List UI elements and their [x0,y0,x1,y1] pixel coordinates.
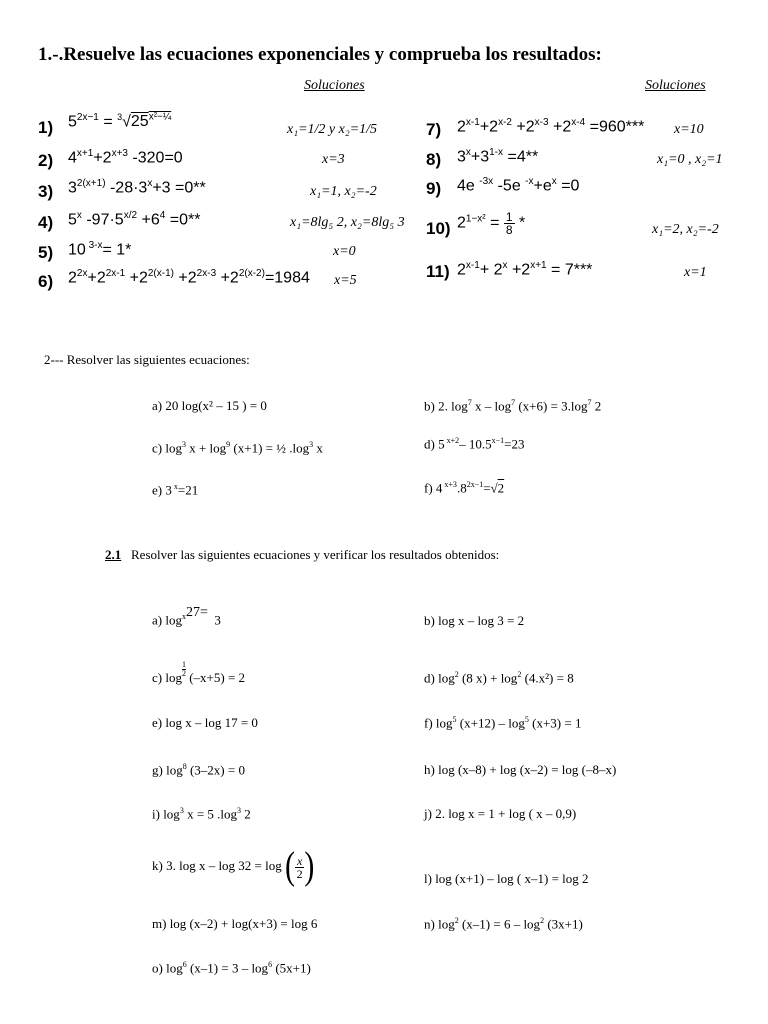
eq-number-4: 4) [38,213,54,232]
eq-number-2: 2) [38,151,54,170]
equation-1: $5^{2x-1} = ^3√25^{x^2-\frac{1}{4}}$ [68,112,172,131]
eq-number-11: 11) [426,262,450,281]
eq-number-9: 9) [426,179,442,198]
exercise-2-1c: c) log $\frac{1}{2}$ (–x+5) = 2 [152,659,246,685]
equation-4: 5$^x$ $-97\cdot 5^{x/2} +6^4 =0**$ [68,210,201,229]
exercise-2f: f) 4 $^{x+3}.8^{2x-1}=√2$ [424,480,505,496]
solution-5: x=0 [333,244,356,259]
equation-10: $2^{1-x^2}$ = $\frac{1}{8}$ * [457,210,526,237]
equation-6: $2^{2x}+2^{2x-1} +2^{2(x-1)} +2^{2x-3} +2^{2(x-2)}=1984$ [68,268,310,287]
eq-number-5: 5) [38,243,54,262]
exercise-2e: e) 3 $^x$=21 [152,482,199,498]
eq-number-10: 10) [426,219,451,238]
equation-2: $4^{x+1}+2^{x+3}$ -320=0 [68,148,183,167]
eq-number-8: 8) [426,150,442,169]
equation-8: $3^x+3^{1-x} =4**$ [457,147,539,166]
solution-3: x₁=1, x₂=-2 [310,184,377,199]
exercise-2-1l: l) log (x+1) – log ( x–1) = log 2 [424,871,589,886]
exercise-2b: b) 2. $\log^7 x - \log^7 (x+6) = 3.\log^7$ 2 [424,398,602,414]
exercise-2c: c) $\log^3 x + \log^9 (x+1)$ = ½ $.\log^3$ x [152,440,323,456]
exercise-2-1d: d) $\log^2 (8$ $x) + \log^2 (4.x^2) = 8$ [424,670,574,686]
exercise-2-1f: f) $\log^5 (x+12) - \log^5 (x+3) = 1$ [424,715,582,731]
exercise-2a: a) 20 log(x² – 15 ) = 0 [152,398,267,413]
exercise-2-1e: e) log x – log 17 = 0 [152,715,258,730]
exercise-2-1i: i) $\log^3 x = 5$ $.\log^3$ 2 [152,806,251,822]
equation-5: 10 $^{3-x}$= 1* [68,240,132,259]
eq-number-3: 3) [38,182,54,201]
equation-9: 4e $^{-3x}$ -5e $^{-x}+e^x =0$ [457,176,580,195]
solution-7: x=10 [674,122,704,137]
solution-2: x=3 [322,152,345,167]
exercise-2d: d) 5 $^{x+2}$– $10.5^{x-1}=23$ [424,436,525,452]
exercise-2-1m: m) log (x–2) + log(x+3) = log 6 [152,916,318,931]
eq-number-7: 7) [426,120,442,139]
exercise-2-1g: g) $\log^8 (3-2x) = 0$ [152,762,245,778]
equation-11: $2^{x-1}+ 2^x +2^{x+1} = 7***$ [457,260,593,279]
solution-1: x₁=1/2 y x₂=1/5 [287,122,378,137]
section-2-1-heading: 2.1 Resolver las siguientes ecuaciones y verificar los resultados obtenidos: [105,547,500,562]
equation-7: $2^{x-1}+2^{x-2} +2^{x-3} +2^{x-4} =960***$ [457,117,645,136]
solution-8: x₁=0 , x₂=1 [657,152,723,167]
solution-10: x₁=2, x₂=-2 [652,222,719,237]
page-title: 1.-.Resuelve las ecuaciones exponenciales y comprueba los resultados: [38,44,602,65]
eq-number-1: 1) [38,118,54,137]
exercise-2-1j: j) 2. log x = 1 + log ( x – 0,9) [424,806,577,821]
eq-number-6: 6) [38,272,54,291]
exercise-2-1h: h) log (x–8) + log (x–2) = log (–8–x) [424,762,617,777]
equation-3: $3^{2(x+1)}$ $-28\cdot 3^x+3 =0**$ [68,178,206,197]
solutions-header-left: Soluciones [304,78,365,93]
solution-11: x=1 [684,265,707,280]
exercise-2-1a: a) $\log^x27= 3$ [152,605,221,628]
exercise-2-1k: k) 3. log x – log 32 = log ( $\frac{x}{2}$ ) [152,844,315,888]
exercise-2-1b: b) log x – log 3 = 2 [424,613,525,628]
section-2-heading: 2--- Resolver las siguientes ecuaciones: [44,352,250,367]
exercise-2-1o: o) $\log^6 (x-1) = 3 - \log^6 (5x+1)$ [152,960,311,976]
solution-4: x₁=8lg₅ 2, x₂=8lg₅ 3 [290,215,405,230]
solutions-header-right: Soluciones [645,78,706,93]
solution-6: x=5 [334,273,357,288]
exercise-2-1n: n) $\log^2 (x-1) = 6 - \log^2 (3x+1)$ [424,916,583,932]
